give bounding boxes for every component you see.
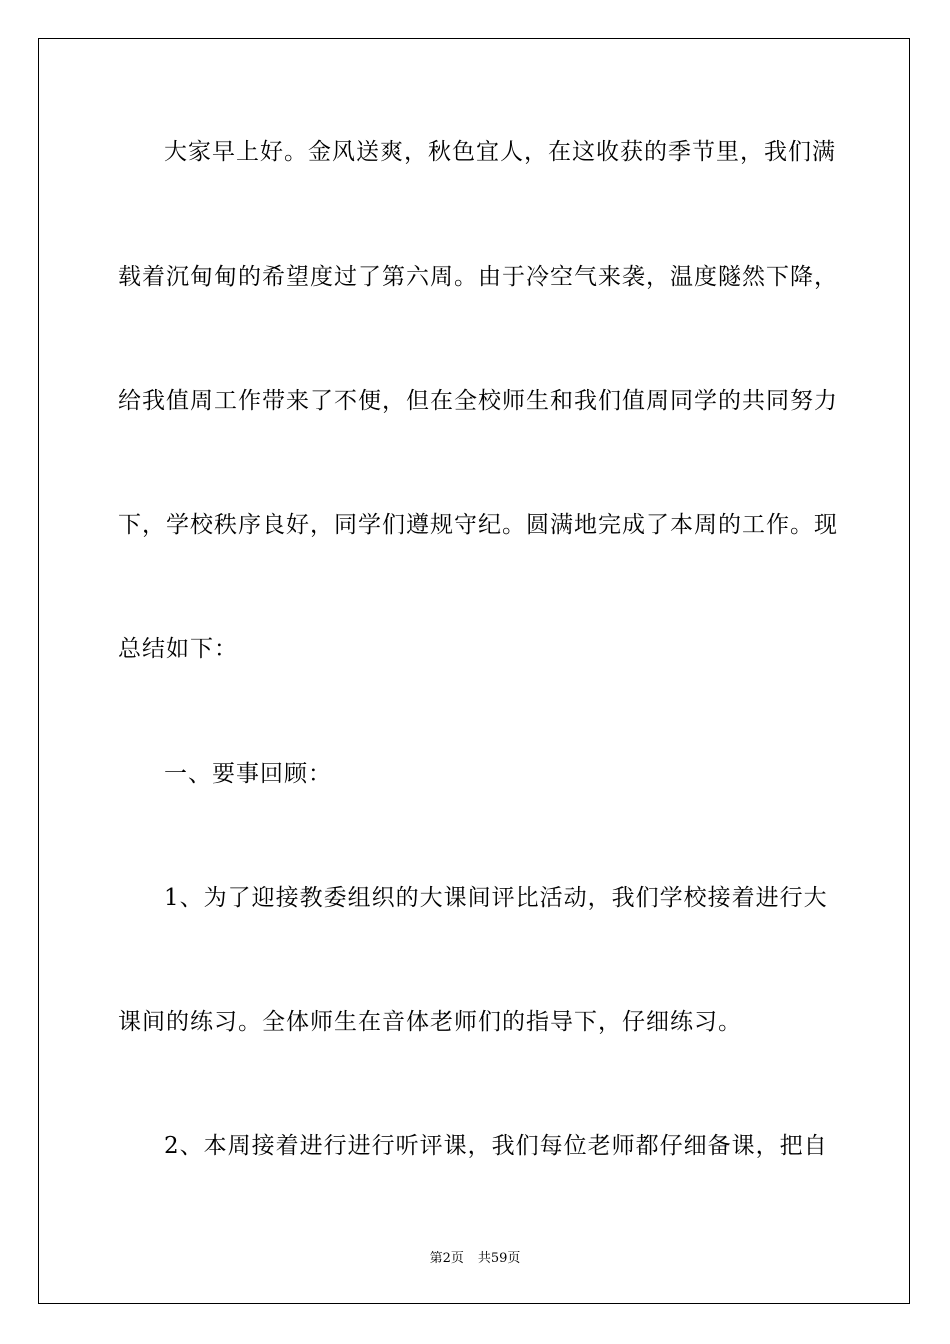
section-heading: 一、要事回顾： xyxy=(164,761,332,787)
paragraph-line-2: 载着沉甸甸的希望度过了第六周。由于冷空气来袭，温度隧然下降， xyxy=(118,264,838,290)
page-footer xyxy=(0,1247,950,1266)
page-border xyxy=(38,38,910,1304)
list-item-1-line-2: 课间的练习。全体师生在音体老师们的指导下，仔细练习。 xyxy=(118,1009,742,1035)
paragraph-line-5: 总结如下： xyxy=(118,636,238,662)
list-item-2-line-1: 2、本周接着进行进行听评课，我们每位老师都仔细备课，把自 xyxy=(164,1133,828,1159)
paragraph-line-3: 给我值周工作带来了不便，但在全校师生和我们值周同学的共同努力 xyxy=(118,388,838,414)
list-item-1-line-1: 1、为了迎接教委组织的大课间评比活动，我们学校接着进行大 xyxy=(164,885,828,911)
paragraph-line-4: 下，学校秩序良好，同学们遵规守纪。圆满地完成了本周的工作。现 xyxy=(118,512,838,538)
page-total: 共59页 xyxy=(477,1251,521,1266)
page-number: 第2页 xyxy=(429,1251,464,1266)
paragraph-line-1: 大家早上好。金风送爽，秋色宜人，在这收获的季节里，我们满 xyxy=(164,139,836,165)
